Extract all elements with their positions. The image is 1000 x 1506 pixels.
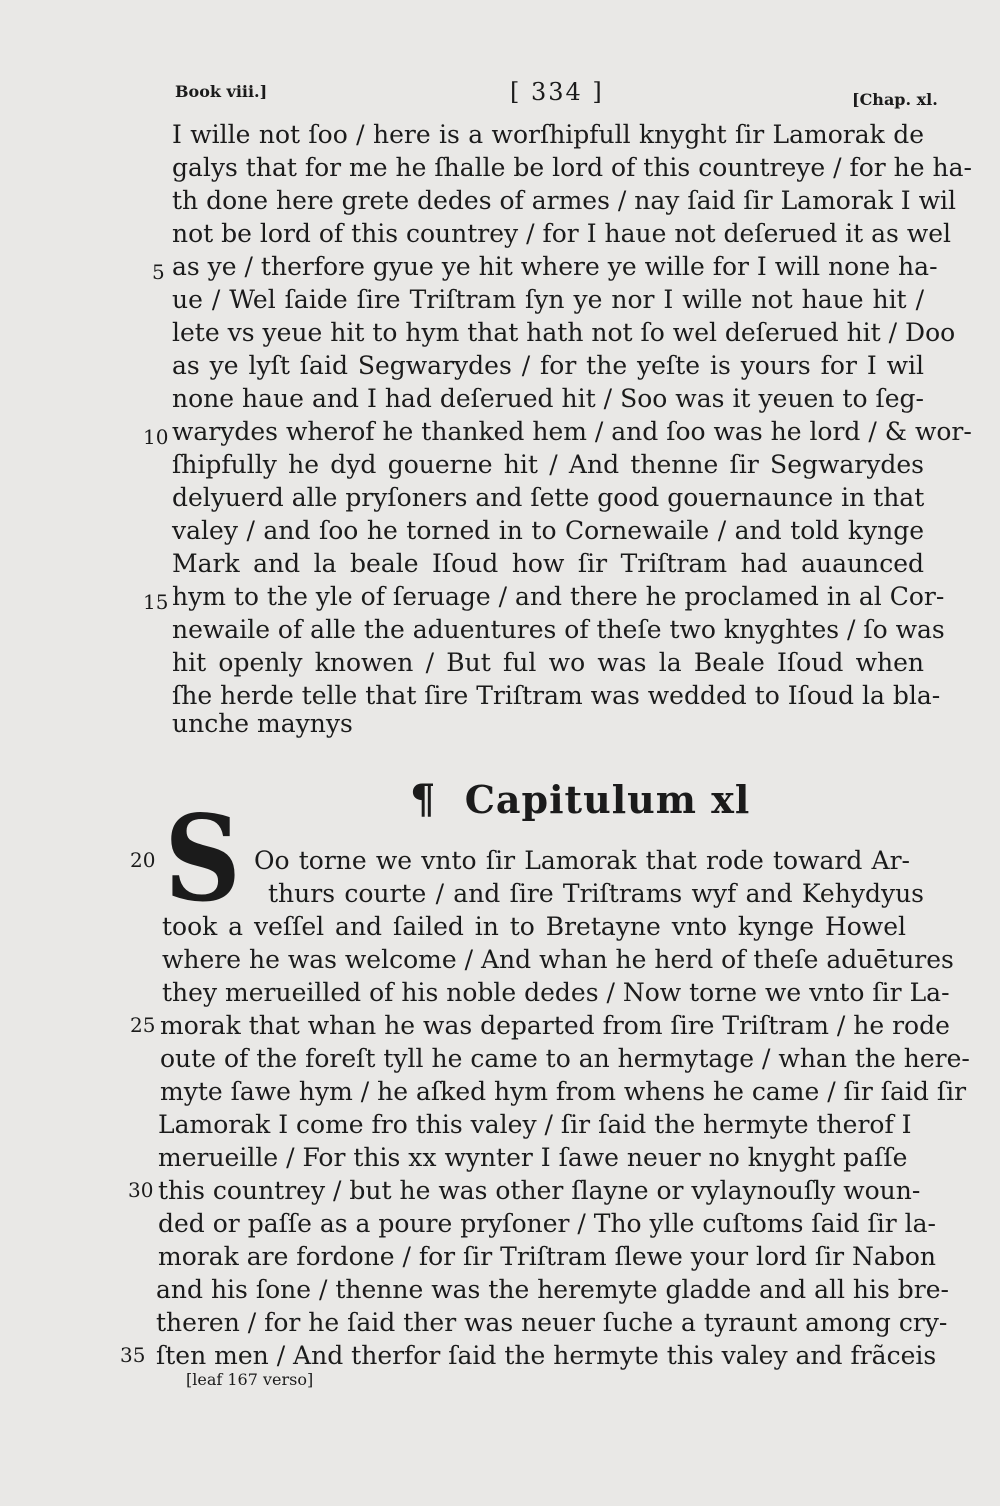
line-number: 35 [120,1343,146,1367]
text-line: I wille not ſoo / here is a worſhipfull knyght ſir Lamorak de [172,120,924,149]
text-line: this countrey / but he was other ſlayne or vylaynouſly woun- [158,1176,921,1205]
text-line: hit openly knowen / But ful wo was la Beale Iſoud when [172,648,924,677]
text-line: lete vs yeue hit to hym that hath not ſo wel deſerued hit / Doo [172,318,956,347]
text-line: not be lord of this countrey / for I haue not deſerued it as wel [172,219,952,248]
text-line: myte ſawe hym / he aſked hym from whens he came / ſir ſaid ſir [160,1077,967,1106]
text-line: ue / Wel ſaide ſire Triſtram ſyn ye nor I wille not haue hit / [172,285,924,314]
line-number: 10 [143,425,169,449]
text-line: as ye / therfore gyue ye hit where ye wille for I will none ha- [172,252,938,281]
leaf-note: [leaf 167 verso] [186,1370,314,1389]
text-line: none haue and I had deſerued hit / Soo was it yeuen to ſeg- [172,384,924,413]
text-line: delyuerd alle pryſoners and ſette good gouernaunce in that [172,483,925,512]
text-line: th done here grete dedes of armes / nay ſaid ſir Lamorak I wil [172,186,956,215]
text-line: ſhe herde telle that ſire Triſtram was wedded to Iſoud la bla- [172,681,941,710]
text-line: oute of the foreſt tyll he came to an hermytage / whan the here- [160,1044,970,1073]
text-line: Mark and la beale Iſoud how ſir Triſtram had auaunced [172,549,924,578]
pilcrow-mark: ¶ [410,776,437,823]
text-line: ded or paſſe as a poure pryſoner / Tho ylle cuſtoms ſaid ſir la- [158,1209,936,1238]
text-line: galys that for me he ſhalle be lord of this countreye / for he ha- [172,153,972,182]
text-line: ſhipfully he dyd gouerne hit / And thenne ſir Segwarydes [172,450,924,479]
text-line: theren / for he ſaid ther was neuer ſuche a tyraunt among cry- [156,1308,948,1337]
text-line: Lamorak I come fro this valey / ſir ſaid the hermyte therof I [158,1110,912,1139]
chapter-number-header: [Chap. xl. [852,90,938,109]
text-line: thurs courte / and ſire Triſtrams wyf and Kehydyus [268,879,924,908]
text-line: they merueilled of his noble dedes / Now torne we vnto ſir La- [162,978,950,1007]
text-line: newaile of alle the aduentures of theſe two knyghtes / ſo was [172,615,945,644]
text-line: hym to the yle of ſeruage / and there he proclamed in al Cor- [172,582,945,611]
text-line: Oo torne we vnto ſir Lamorak that rode toward Ar- [254,846,910,875]
text-line: ſten men / And therfor ſaid the hermyte this valey and frãceis [156,1341,937,1370]
line-number: 5 [152,260,165,284]
drop-cap: S [164,789,241,928]
text-line: as ye lyſt ſaid Segwarydes / for the yeſte is yours for I wil [172,351,924,380]
text-line: and his ſone / thenne was the heremyte gladde and all his bre- [156,1275,949,1304]
chapter-title: Capitulum xl [464,777,751,822]
book-number-header: Book viii.] [175,82,268,101]
text-line: warydes wherof he thanked hem / and ſoo was he lord / & wor- [172,417,972,446]
text-line: morak are fordone / for ſir Triſtram ſlewe your lord ſir Nabon [158,1242,936,1271]
text-line: took a veſſel and ſailed in to Bretayne vnto kynge Howel [162,912,906,941]
text-line: unche maynys [172,709,353,738]
text-line: morak that whan he was departed from ſire Triſtram / he rode [160,1011,950,1040]
chapter-heading [410,776,750,823]
line-number: 25 [130,1013,156,1037]
line-number: 30 [128,1178,154,1202]
text-line: merueille / For this xx wynter I ſawe neuer no knyght paſſe [158,1143,908,1172]
page-number: [ 334 ] [510,78,604,106]
line-number: 20 [130,848,156,872]
line-number: 15 [143,590,169,614]
text-line: where he was welcome / And whan he herd of theſe aduētures [162,945,954,974]
text-line: valey / and ſoo he torned in to Cornewaile / and told kynge [172,516,924,545]
